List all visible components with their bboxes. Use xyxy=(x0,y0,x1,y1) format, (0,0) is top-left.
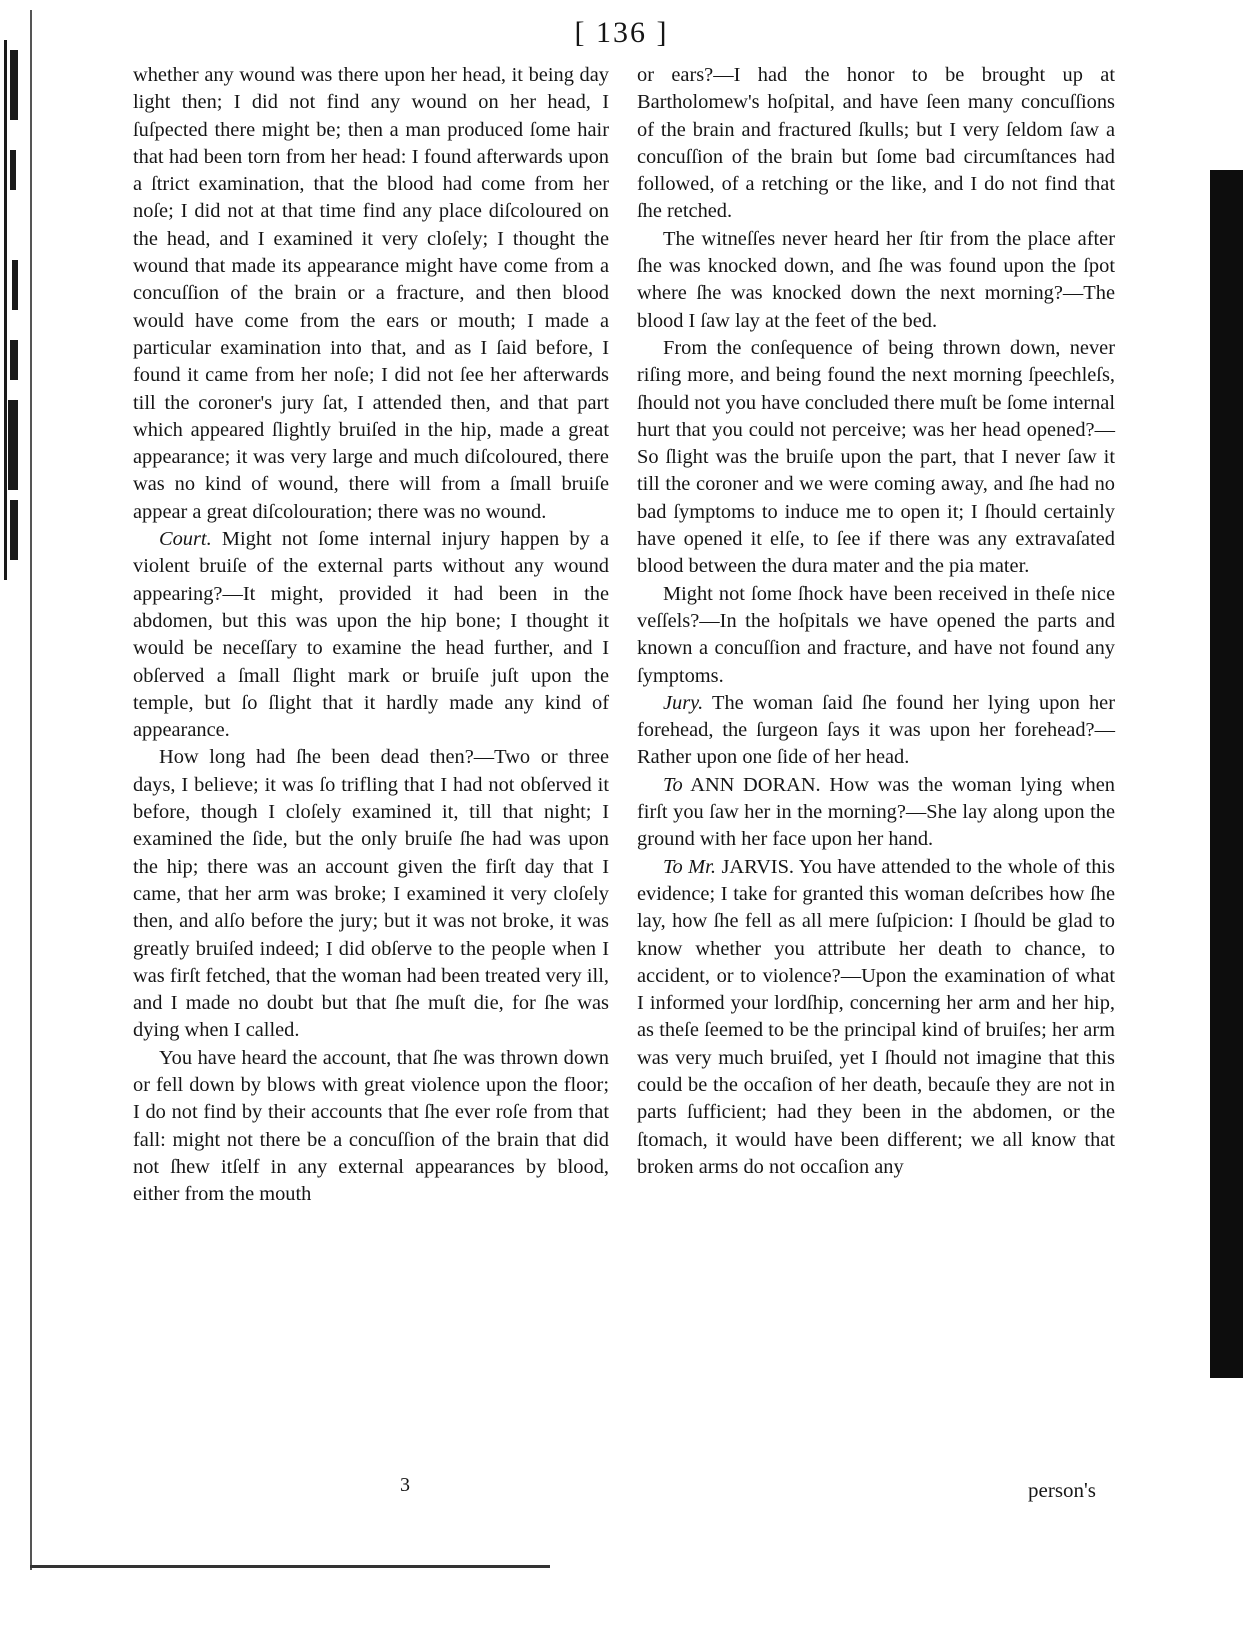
speaker-label: To Mr. xyxy=(663,855,716,878)
left-column xyxy=(133,62,609,1208)
paragraph: Court. Might not ſome internal injury happen by a violent bruiſe of the external parts without any wound appearing?—It might, provided it had been in the abdomen, but this was upon the hip bone; I thought it would be neceſſary to examine the head further, and I obſerved a ſmall ſlight mark or bruiſe juſt upon the temple, but ſo ſlight that it hardly made any kind of appearance. xyxy=(133,528,609,742)
bottom-rule-artifact xyxy=(30,1565,550,1568)
speaker-label: Court. xyxy=(159,528,212,551)
paragraph: From the conſequence of being thrown down, never riſing more, and being found the next morning ſpeechleſs, ſhould not you have concluded there muſt be ſome internal hurt that you could not perceive; was her head opened?—So ſlight was the bruiſe upon the part, that I never ſaw it till the coroner and we were coming away, and ſhe had no bad ſymptoms to induce me to open it; I ſhould certainly have opened it elſe, to ſee if there was any extravaſated blood between the dura mater and the pia mater. xyxy=(637,336,1115,578)
paragraph: To ANN DORAN. How was the woman lying when firſt you ſaw her in the morning?—She lay along upon the ground with her face upon her hand. xyxy=(637,773,1115,851)
paragraph: You have heard the account, that ſhe was thrown down or fell down by blows with great violence upon the floor; I do not find by their accounts that ſhe ever roſe from that fall: might not there be a concuſſion of the brain that did not ſhew itſelf in any external appearances by blood, either from the mouth xyxy=(133,1046,609,1206)
paragraph: To Mr. JARVIS. You have attended to the whole of this evidence; I take for granted this woman deſcribes how ſhe lay, how ſhe fell as all mere ſuſpicion: I ſhould be glad to know whether you attribute her death to chance, to accident, or to violence?—Upon the examination of what I informed your lordſhip, concerning her arm and her hip, as theſe ſeemed to be the principal kind of bruiſes; her arm was very much bruiſed, yet I ſhould not imagine that this could be the occaſion of her death, becauſe they are not in parts ſufficient; had they been in the abdomen, or the ſtomach, it would have been different; we all know that broken arms do not occaſion any xyxy=(637,855,1115,1178)
paragraph: or ears?—I had the honor to be brought up at Bartholomew's hoſpital, and have ſeen many concuſſions of the brain and fractured ſkulls; but I very ſeldom ſaw a concuſſion of the brain but ſome bad circumſtances had followed, of a retching or the like, and I do not find that ſhe retched. xyxy=(637,64,1115,223)
paragraph: Jury. The woman ſaid ſhe found her lying upon her forehead, the ſurgeon ſays it was upon her forehead?—Rather upon one ſide of her head. xyxy=(637,691,1115,769)
paragraph: whether any wound was there upon her head, it being day light then; I did not find any wound on her head, I ſuſpected there might be; then a man produced ſome hair that had been torn from her head: I found afterwards upon a ſtrict examination, that the blood had come from her noſe; I did not at that time find any place diſcoloured on the head, and I examined it very cloſely; I thought the wound that made its appearance might have come from a concuſſion of the brain or a fracture, and then blood would have come from the ears or mouth; I made a particular examination into that, and as I ſaid before, I found it came from her noſe; I did not ſee her afterwards till the coroner's jury ſat, I attended then, and that part which appeared ſlightly bruiſed in the hip, made a great appearance; it was very large and much diſcoloured, there was no kind of wound, there will from a ſmall bruiſe appear a great diſcolouration; there was no wound. xyxy=(133,64,609,523)
scan-edge-bar xyxy=(1210,170,1243,1378)
paragraph: The witneſſes never heard her ſtir from the place after ſhe was knocked down, and ſhe was found upon the ſpot where ſhe was knocked down the next morning?—The blood I ſaw lay at the feet of the bed. xyxy=(637,227,1115,332)
binding-edge-artifact xyxy=(0,0,42,1625)
page-number: [ 136 ] xyxy=(574,16,669,49)
speaker-label: Jury. xyxy=(663,691,704,714)
catchword: person's xyxy=(1028,1478,1096,1502)
speaker-label: To xyxy=(663,773,683,796)
signature-mark: 3 xyxy=(400,1474,410,1496)
right-column xyxy=(637,62,1115,1181)
paragraph: Might not ſome ſhock have been received in theſe nice veſſels?—In the hoſpitals we have opened the parts and known a concuſſion and fracture, and have not found any ſymptoms. xyxy=(637,582,1115,687)
paragraph: How long had ſhe been dead then?—Two or three days, I believe; it was ſo trifling that I had not obſerved it before, though I cloſely examined it, till that night; I examined the ſide, but the only bruiſe ſhe had was upon the hip; there was an account given the firſt day that I came, that her arm was broke; I examined it very cloſely then, and alſo before the jury; but it was not broke, it was greatly bruiſed indeed; I did obſerve to the people when I was firſt fetched, that the woman had been treated very ill, and I made no doubt but that ſhe muſt die, for ſhe was dying when I called. xyxy=(133,746,609,1042)
